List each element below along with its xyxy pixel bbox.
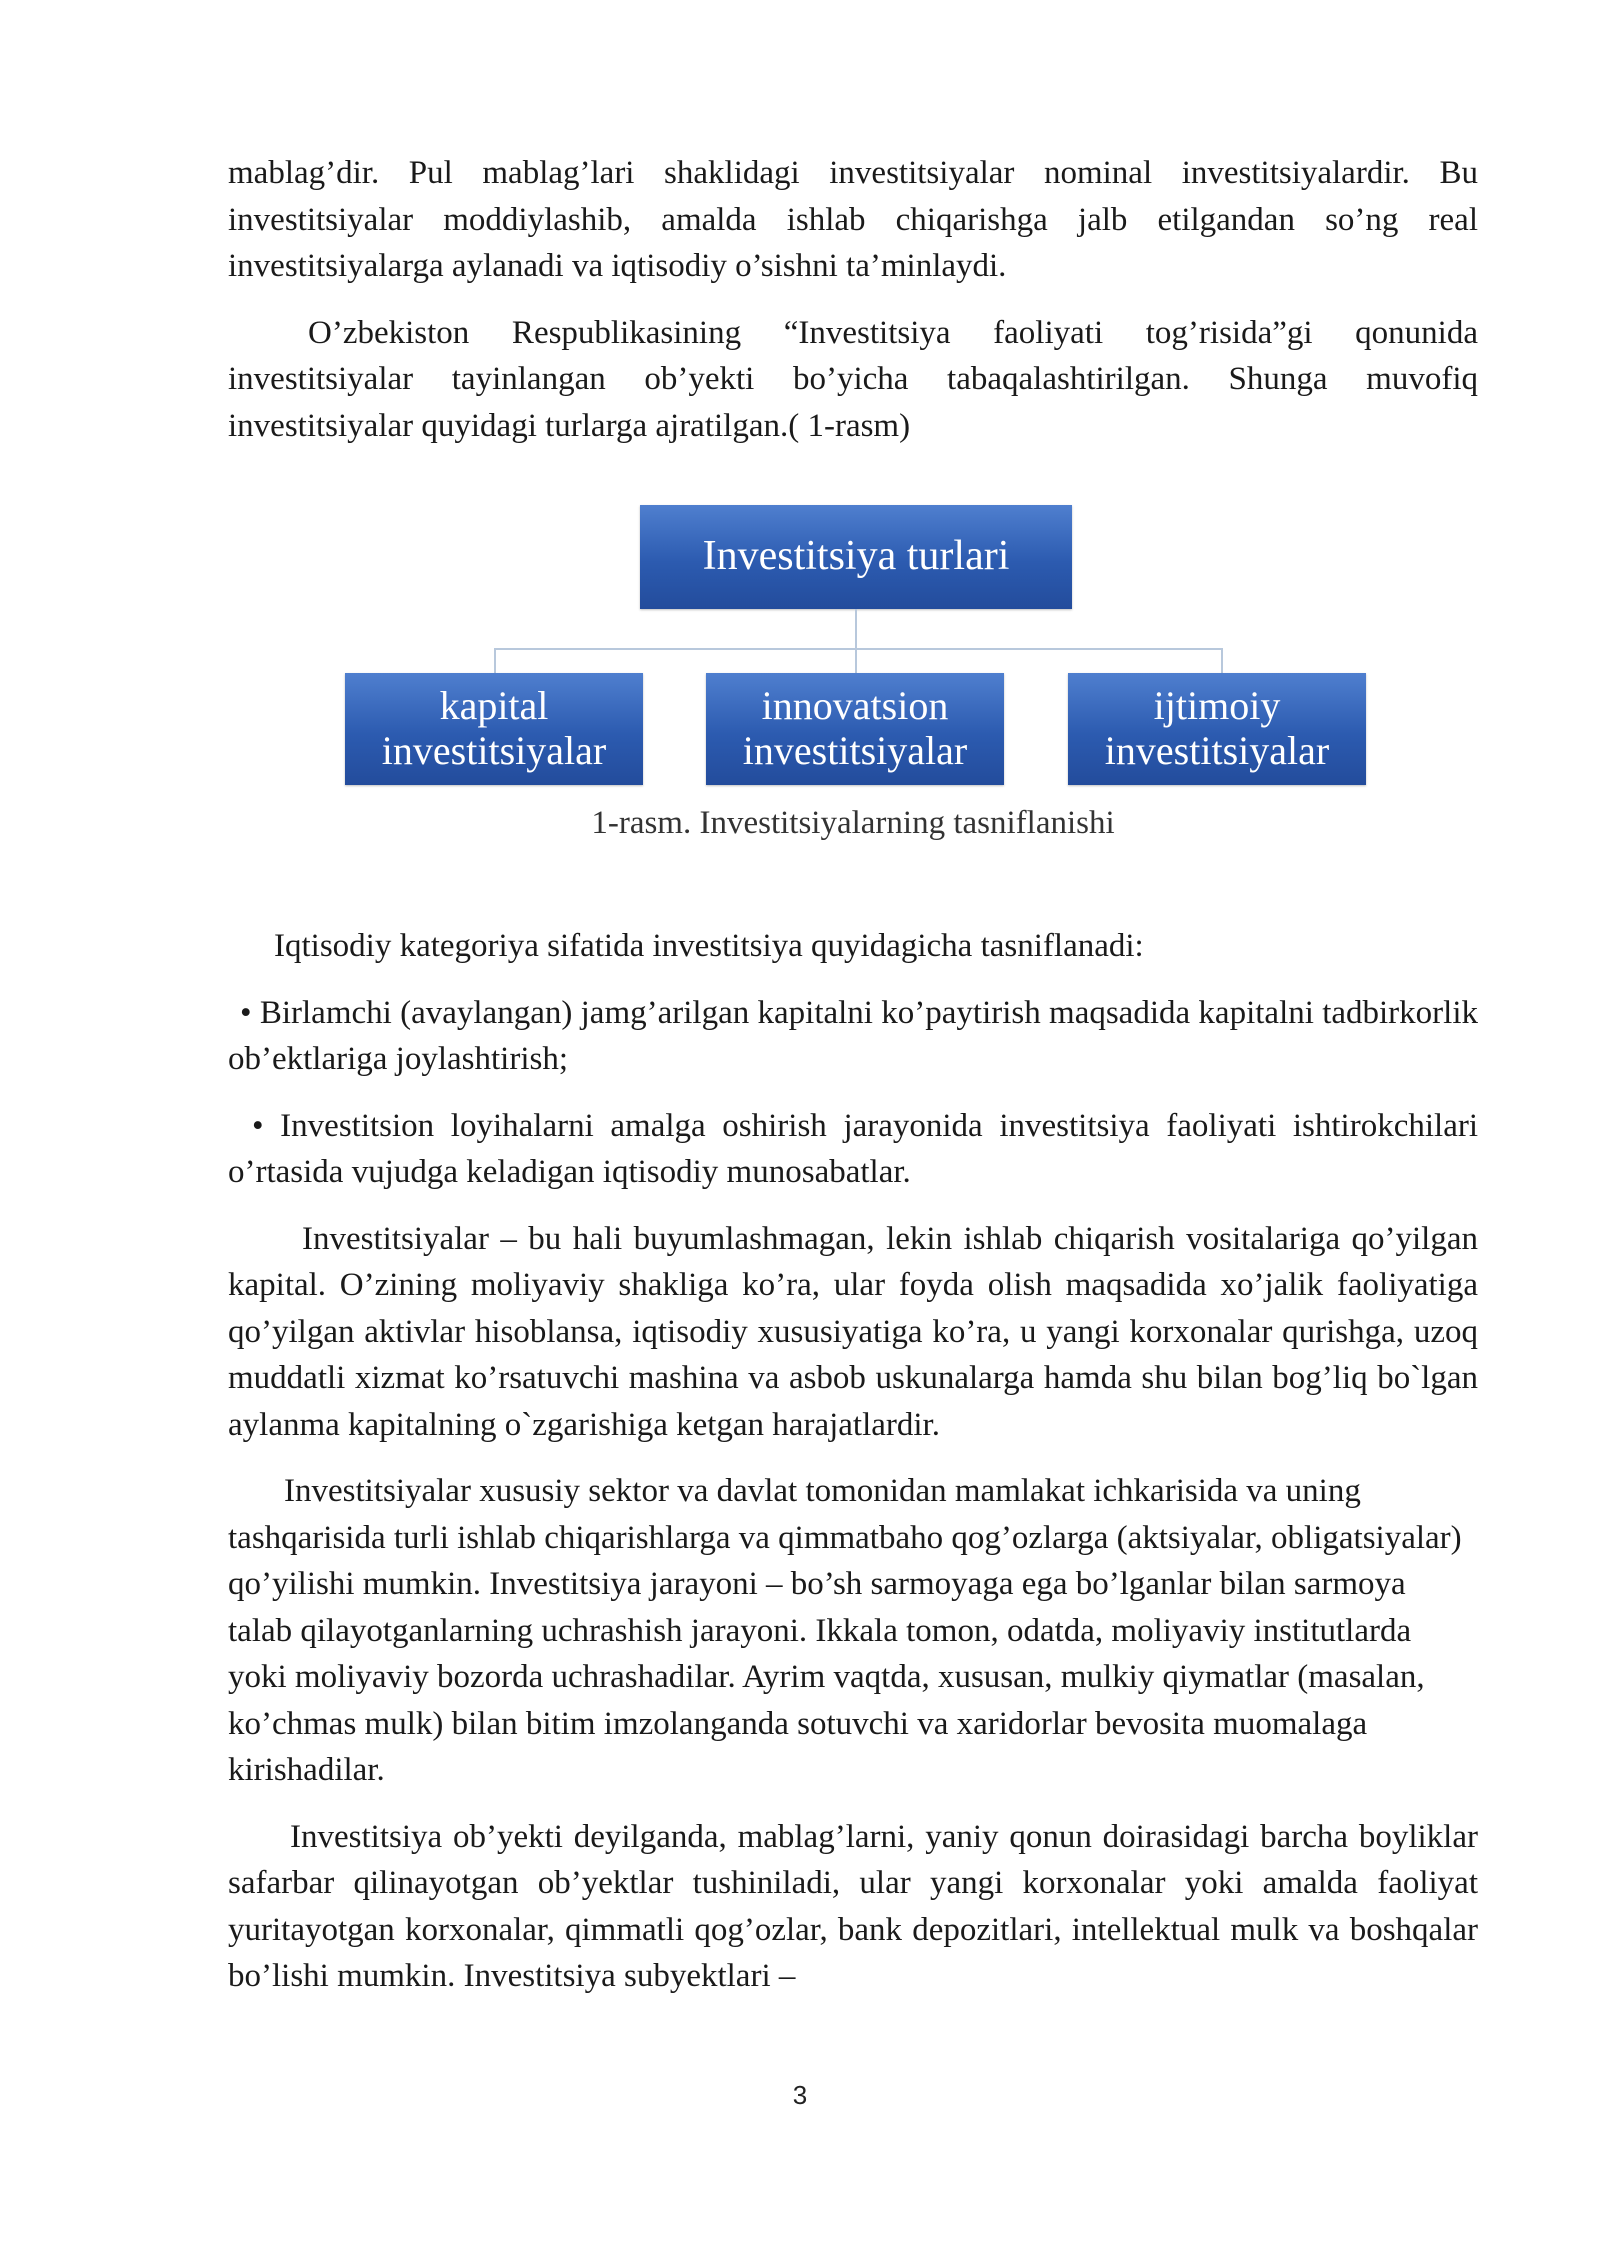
paragraph-1: mablag’dir. Pul mablag’lari shaklidagi investitsiyalar nominal investitsiyalardir. Bu investitsiyalar moddiylashib, amalda ishlab chiqarishga jalb etilgandan so’ng real investitsiyalarga aylanadi va iqtisodiy o’sishni ta’minlaydi. bbox=[228, 155, 1478, 284]
page-number: 3 bbox=[792, 2080, 808, 2110]
figure-caption: 1-rasm. Investitsiyalarning tasniflanishi bbox=[591, 805, 1115, 841]
diagram-connector-horizontal bbox=[494, 648, 1222, 650]
diagram-box-kapital-line1: kapital bbox=[439, 683, 549, 729]
bullet-item-2: • Investitsion loyihalarni amalga oshirish jarayonida investitsiya faoliyati ishtirokchilari o’rtasida vujudga keladigan iqtisodiy munosabatlar. bbox=[228, 1107, 1478, 1190]
paragraph-6: Investitsiya ob’yekti deyilganda, mablag’larni, yaniy qonun doirasidagi barcha boyliklar safarbar qilinayotgan ob’yektlar tushiniladi, ular yangi korxonalar yoki amalda faoliyat yuritayotgan korxonalar, qimmatli qog’ozlar, bank depozitlari, intellektual mulk va boshqalar bo’lishi mumkin. Investitsiya subyektlari – bbox=[228, 1818, 1478, 1994]
diagram-connector-right bbox=[1221, 648, 1223, 673]
bullet-item-1: • Birlamchi (avaylangan) jamg’arilgan kapitalni ko’paytirish maqsadida kapitalni tadbirkorlik ob’ektlariga joylashtirish; bbox=[228, 994, 1478, 1077]
diagram-box-ijtimoiy bbox=[1068, 673, 1366, 785]
diagram-box-innovatsion-line1: innovatsion bbox=[761, 683, 949, 729]
document-page bbox=[228, 150, 1478, 2000]
diagram-connector-root bbox=[855, 609, 857, 649]
diagram-box-innovatsion bbox=[706, 673, 1004, 785]
diagram-box-kapital-line2: investitsiyalar bbox=[381, 728, 607, 773]
paragraph-5: Investitsiyalar xususiy sektor va davlat tomonidan mamlakat ichkarisida va uning tashqarisida turli ishlab chiqarishlarga va qimmatbaho qog’ozlarga (aktsiyalar, obligatsiyalar) qo’yilishi mumkin. Investitsiya jarayoni – bo’sh sarmoyaga ega bo’lganlar bilan sarmoya talab qilayotganlarning uchrashish jarayoni. Ikkala tomon, odatda, moliyaviy institutlarda yoki moliyaviy bozorda uchrashadilar. Ayrim vaqtda, xususan, mulkiy qiymatlar (masalan, ko’chmas mulk) bilan bitim imzolanganda sotuvchi va xaridorlar bevosita muomalaga kirishadilar. bbox=[228, 1473, 1462, 1788]
diagram-box-ijtimoiy-line2: investitsiyalar bbox=[1104, 728, 1330, 773]
diagram-box-kapital bbox=[345, 673, 643, 785]
diagram-connector-middle bbox=[855, 648, 857, 673]
paragraph-4: Investitsiyalar – bu hali buyumlashmagan, lekin ishlab chiqarish vositalariga qo’yilgan kapital. O’zining moliyaviy shakliga ko’ra, ular foyda olish maqsadida xo’jalik faoliyatiga qo’yilgan aktivlar hisoblansa, iqtisodiy xususiyatiga ko’ra, u yangi korxonalar qurishga, uzoq muddatli xizmat ko’rsatuvchi mashina va asbob uskunalarga hamda shu bilan bog’liq bo`lgan aylanma kapitalning o`zgarishiga ketgan harajatlardir. bbox=[228, 1220, 1478, 1443]
diagram-connector-left bbox=[494, 648, 496, 673]
diagram-box-ijtimoiy-line1: ijtimoiy bbox=[1153, 683, 1281, 729]
paragraph-2: O’zbekiston Respublikasining “Investitsiya faoliyati tog’risida”gi qonunida investitsiyalar tayinlangan ob’yekti bo’yicha tabaqalashtirilgan. Shunga muvofiq investitsiyalar quyidagi turlarga ajratilgan.( 1-rasm) bbox=[228, 314, 1478, 444]
paragraph-3: Iqtisodiy kategoriya sifatida investitsiya quyidagicha tasniflanadi: bbox=[274, 928, 1144, 964]
classification-diagram bbox=[228, 449, 1478, 923]
diagram-root-box: Investitsiya turlari bbox=[640, 505, 1072, 609]
diagram-box-innovatsion-line2: investitsiyalar bbox=[742, 728, 968, 773]
